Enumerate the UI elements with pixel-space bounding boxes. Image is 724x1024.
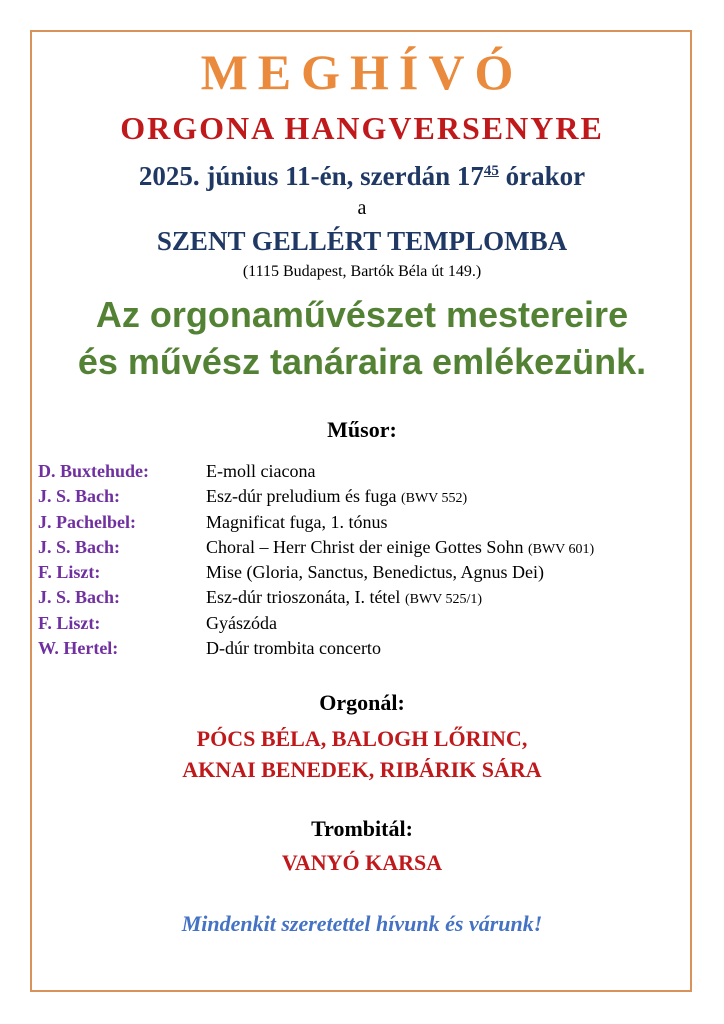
- program-item: [38, 636, 698, 661]
- trumpeter-heading: Trombitál:: [311, 816, 413, 841]
- program-item: [38, 484, 698, 509]
- organists-line-2: AKNAI BENEDEK, RIBÁRIK SÁRA: [182, 757, 542, 782]
- piece-title: Esz-dúr preludium és fuga (BWV 552): [206, 486, 468, 507]
- time-minutes: 45: [483, 163, 499, 179]
- program-item: [38, 535, 698, 560]
- program-item: [38, 611, 698, 636]
- composer-name: F. Liszt:: [38, 562, 101, 583]
- event-datetime: [0, 159, 724, 193]
- composer-name: J. Pachelbel:: [38, 511, 136, 532]
- program-list: [38, 459, 698, 661]
- composer-name: D. Buxtehude:: [38, 461, 150, 481]
- invitation-title: MEGHÍVÓ: [200, 44, 524, 100]
- motto-line-2: és művész tanáraira emlékezünk.: [77, 341, 647, 382]
- piece-title: Magnificat fuga, 1. tónus: [206, 511, 388, 532]
- date-text: 2025. június 11-én, szerdán 17: [138, 161, 484, 191]
- composer-name: J. S. Bach:: [38, 486, 121, 507]
- venue-name: SZENT GELLÉRT TEMPLOMBA: [156, 226, 568, 256]
- program-item: [38, 459, 698, 484]
- piece-title: Mise (Gloria, Sanctus, Benedictus, Agnus Dei): [206, 562, 544, 583]
- catalog-number: (BWV 525/1): [404, 592, 483, 608]
- trumpeter-name: VANYÓ KARSA: [281, 850, 443, 875]
- time-suffix: órakor: [498, 161, 586, 191]
- closing-invitation: Mindenkit szeretettel hívunk és várunk!: [181, 911, 543, 936]
- program-item: [38, 560, 698, 585]
- catalog-number: (BWV 552): [400, 491, 468, 507]
- piece-title: Esz-dúr trioszonáta, I. tétel (BWV 525/1): [206, 587, 483, 608]
- venue-address: (1115 Budapest, Bartók Béla út 149.): [242, 263, 482, 280]
- event-subtitle: ORGONA HANGVERSENYRE: [120, 110, 604, 146]
- organists-heading: Orgonál:: [319, 690, 405, 715]
- piece-title: E-moll ciacona: [206, 461, 316, 481]
- program-item: [38, 585, 698, 610]
- composer-name: J. S. Bach:: [38, 536, 121, 557]
- composer-name: J. S. Bach:: [38, 587, 121, 608]
- catalog-number: (BWV 601): [527, 541, 595, 557]
- piece-title: D-dúr trombita concerto: [206, 638, 381, 659]
- piece-title: Choral – Herr Christ der einige Gottes Sohn (BWV 601): [206, 536, 595, 557]
- program-heading: Műsor:: [327, 417, 397, 442]
- piece-title: Gyászóda: [206, 612, 277, 633]
- composer-name: F. Liszt:: [38, 612, 101, 633]
- motto-line-1: Az orgonaművészet mestereire: [95, 294, 629, 335]
- organists-line-1: PÓCS BÉLA, BALOGH LŐRINC,: [196, 726, 528, 751]
- composer-name: W. Hertel:: [38, 638, 119, 659]
- connector-text: a: [357, 197, 367, 219]
- program-item: [38, 510, 698, 535]
